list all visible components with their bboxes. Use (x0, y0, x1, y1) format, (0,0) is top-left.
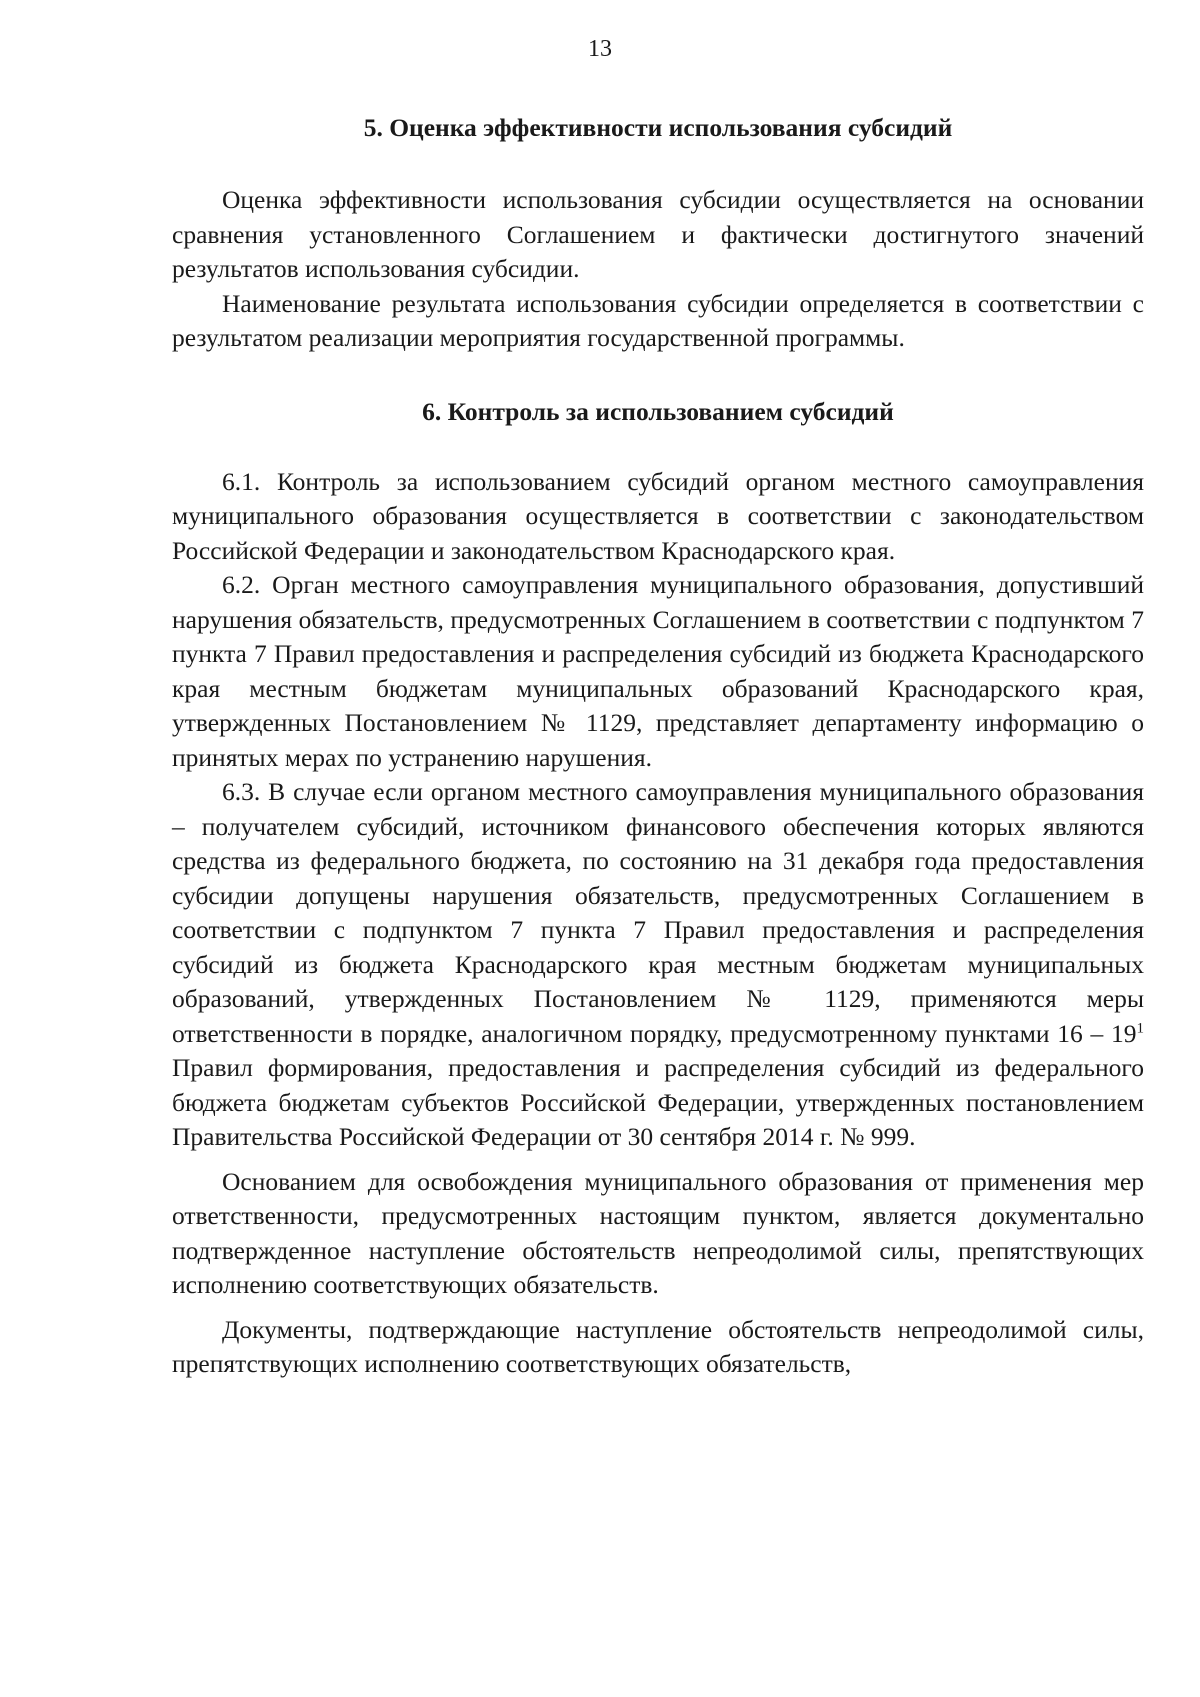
clause-6-1: 6.1. Контроль за использованием субсидий органом местного самоуправления муниципального образования осуществляется в соответствии с законодательством Российской Федерации и законодательством Краснодарского края. (172, 466, 1144, 565)
clause-6-3-superscript: 1 (1136, 1020, 1144, 1036)
section-5-heading: 5. Оценка эффективности использования субсидий (363, 113, 953, 142)
section-5-paragraph-2: Наименование результата использования субсидии определяется в соответствии с результатом реализации мероприятия государственной программы. (172, 288, 1144, 352)
clause-6-3 (172, 775, 1144, 1155)
clause-6-2: 6.2. Орган местного самоуправления муниципального образования, допустивший нарушения обязательств, предусмотренных Соглашением в соответствии с подпунктом 7 пункта 7 Правил предоставления и распределения субсидий из бюджета Краснодарского края местным бюджетам муниципальных образований Краснодарского края, утвержденных Постановлением № 1129, представляет департаменту информацию о принятых мерах по устранению нарушения. (172, 570, 1144, 772)
exemption-basis-paragraph: Основанием для освобождения муниципального образования от применения мер ответственности, предусмотренных настоящим пунктом, является документально подтвержденное наступление обстоятельств непреодолимой силы, препятствующих исполнению соответствующих обязательств. (172, 1166, 1144, 1299)
section-6-heading: 6. Контроль за использованием субсидий (422, 396, 894, 426)
page-content (172, 100, 1144, 1382)
clause-6-3-text-before: 6.3. В случае если органом местного самоуправления муниципального образования – получателем субсидий, источником финансового обеспечения которых являются средства из федерального бюджета, по состоянию на 31 декабря года предоставления субсидии допущены нарушения обязательств, предусмотренных Соглашением в соответствии с подпунктом 7 пункта 7 Правил предоставления и распределения субсидий из бюджета Краснодарского края местным бюджетам муниципальных образований, утвержденных Постановлением № 1129, применяются меры ответственности в порядке, аналогичном порядку, предусмотренному пунктами 16 – 19 (172, 777, 1144, 1048)
section-5-paragraph-1: Оценка эффективности использования субсидии осуществляется на основании сравнения установленного Соглашением и фактически достигнутого значений результатов использования субсидии. (172, 185, 1144, 283)
supporting-documents-paragraph: Документы, подтверждающие наступление обстоятельств непреодолимой силы, препятствующих исполнению соответствующих обязательств, (172, 1314, 1144, 1378)
clause-6-3-text-after: Правил формирования, предоставления и распределения субсидий из федерального бюджета бюджетам субъектов Российской Федерации, утвержденных постановлением Правительства Российской Федерации от 30 сентября 2014 г. № 999. (172, 1053, 1144, 1151)
page-number: 13 (588, 36, 612, 62)
